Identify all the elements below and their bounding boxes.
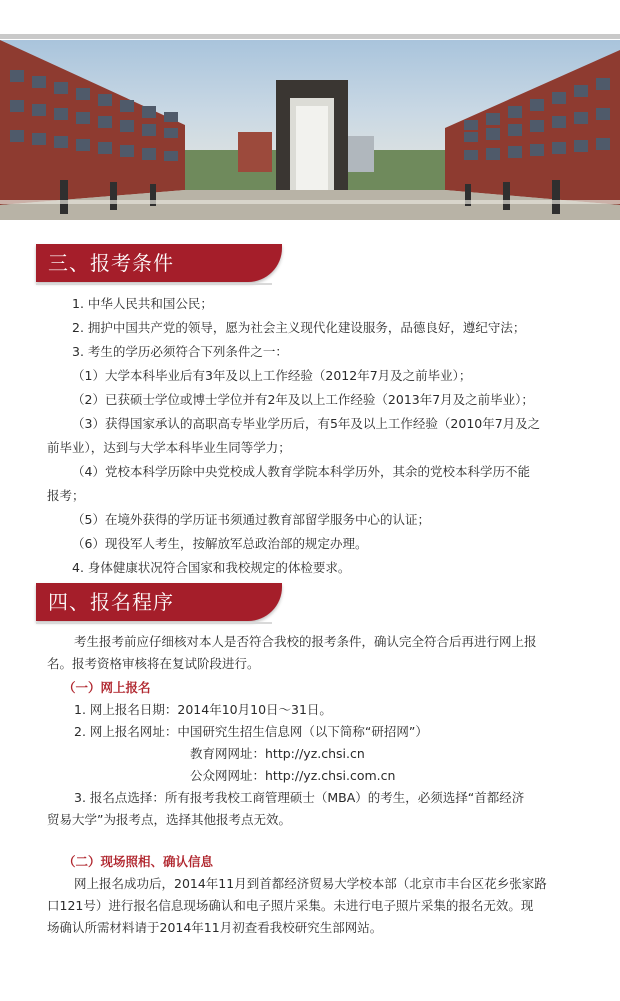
registration-site: 2. 网上报名网址：中国研究生招生信息网（以下简称“研招网”） — [74, 724, 428, 739]
distant-building — [344, 136, 374, 172]
requirement-3-1: （1）大学本科毕业后有3年及以上工作经验（2012年7月及之前毕业）； — [72, 368, 472, 383]
requirement-3-3-cont: 前毕业），达到与大学本科毕业生同等学力； — [47, 440, 291, 455]
distant-building — [238, 132, 272, 172]
requirement-3-5: （5）在境外获得的学历证书须通过教育部留学服务中心的认证； — [72, 512, 430, 527]
section-4-intro-2: 名。报考资格审核将在复试阶段进行。 — [47, 656, 260, 671]
campus-illustration — [0, 40, 620, 220]
section-3-heading: 三、报考条件 — [36, 244, 282, 282]
section-4-heading: 四、报名程序 — [36, 583, 282, 621]
onsite-paragraph-3: 场确认所需材料请于2014年11月初查看我校研究生部网站。 — [47, 920, 383, 935]
subsection-online-registration: （一）网上报名 — [63, 680, 151, 695]
requirement-3-3: （3）获得国家承认的高职高专毕业学历后，有5年及以上工作经验（2010年7月及之 — [72, 416, 541, 431]
registration-date: 1. 网上报名日期：2014年10月10日～31日。 — [74, 702, 332, 717]
onsite-paragraph-2: 口121号）进行报名信息现场确认和电子照片采集。未进行电子照片采集的报名无效。现 — [47, 898, 534, 913]
requirement-3-6: （6）现役军人考生，按解放军总政治部的规定办理。 — [72, 536, 368, 551]
onsite-paragraph-1: 网上报名成功后，2014年11月到首都经济贸易大学校本部（北京市丰台区花乡张家路 — [74, 876, 547, 891]
education-network-url: 教育网网址：http://yz.chsi.cn — [190, 746, 365, 761]
requirement-3-4-cont: 报考； — [47, 488, 85, 503]
requirement-2: 2. 拥护中国共产党的领导，愿为社会主义现代化建设服务，品德良好，遵纪守法； — [72, 320, 526, 335]
requirement-1: 1. 中华人民共和国公民； — [72, 296, 213, 311]
requirement-3: 3. 考生的学历必须符合下列条件之一： — [72, 344, 288, 359]
campus-photo — [0, 40, 620, 220]
left-building — [0, 40, 185, 205]
top-rule — [0, 34, 620, 39]
subsection-onsite-confirmation: （二）现场照相、确认信息 — [63, 854, 214, 869]
gate-monument — [268, 80, 356, 198]
requirement-4: 4. 身体健康状况符合国家和我校规定的体检要求。 — [72, 560, 351, 575]
registration-point-cont: 贸易大学”为报考点，选择其他报考点无效。 — [47, 812, 291, 827]
requirement-3-4: （4）党校本科学历除中央党校成人教育学院本科学历外，其余的党校本科学历不能 — [72, 464, 530, 479]
section-4-intro-1: 考生报考前应仔细核对本人是否符合我校的报考条件，确认完全符合后再进行网上报 — [74, 634, 537, 649]
requirement-3-2: （2）已获硕士学位或博士学位并有2年及以上工作经验（2013年7月及之前毕业）； — [72, 392, 534, 407]
registration-point: 3. 报名点选择：所有报考我校工商管理硕士（MBA）的考生，必须选择“首都经济 — [74, 790, 525, 805]
public-network-url: 公众网网址：http://yz.chsi.com.cn — [190, 768, 396, 783]
